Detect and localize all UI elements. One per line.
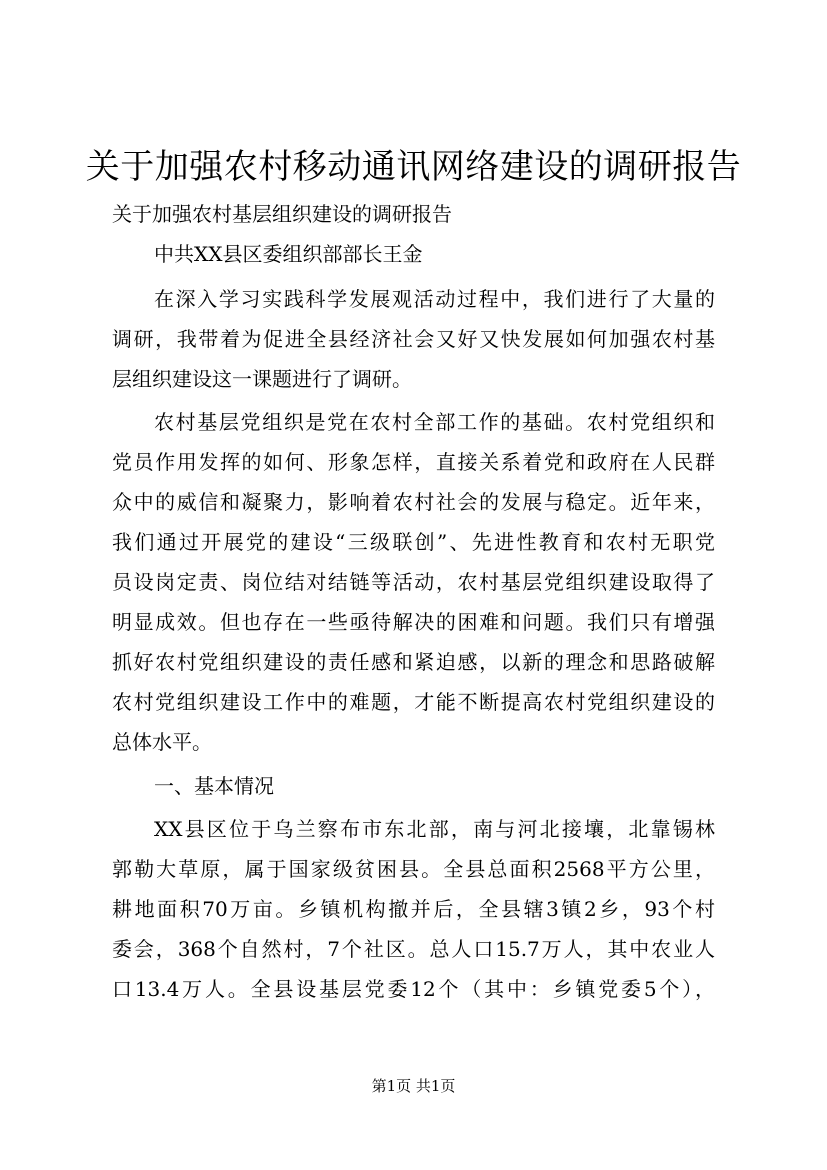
paragraph-line: 明显成效。但也存在一些亟待解决的困难和问题。我们只有增强	[112, 610, 715, 634]
paragraph-line: 农村基层党组织是党在农村全部工作的基础。农村党组织和	[154, 410, 715, 434]
paragraph-line: 员设岗定责、岗位结对结链等活动，农村基层党组织建设取得了	[112, 570, 715, 594]
paragraph-line: 耕地面积70万亩。乡镇机构撤并后，全县辖3镇2乡，93个村	[112, 897, 715, 921]
paragraph-line: 我们通过开展党的建设“三级联创”、先进性教育和农村无职党	[112, 530, 715, 554]
section-heading: 一、基本情况	[154, 774, 274, 798]
subtitle: 关于加强农村基层组织建设的调研报告	[112, 202, 452, 226]
page-footer: 第1页 共1页	[371, 1077, 456, 1095]
paragraph-line: 在深入学习实践科学发展观活动过程中，我们进行了大量的	[154, 287, 715, 311]
paragraph-line: 调研，我带着为促进全县经济社会又好又快发展如何加强农村基	[112, 327, 715, 351]
author-line: 中共XX县区委组织部部长王金	[154, 242, 423, 266]
paragraph-line: 众中的威信和凝聚力，影响着农村社会的发展与稳定。近年来，	[112, 490, 715, 514]
paragraph-line: 郭勒大草原，属于国家级贫困县。全县总面积2568平方公里，	[112, 857, 715, 881]
paragraph-line: 抓好农村党组织建设的责任感和紧迫感，以新的理念和思路破解	[112, 650, 715, 674]
paragraph-line: XX县区位于乌兰察布市东北部，南与河北接壤，北靠锡林	[154, 817, 715, 841]
paragraph-line: 委会，368个自然村，7个社区。总人口15.7万人，其中农业人	[112, 937, 715, 961]
document-title: 关于加强农村移动通讯网络建设的调研报告	[85, 147, 742, 187]
paragraph-line: 总体水平。	[112, 730, 212, 754]
paragraph-line: 农村党组织建设工作中的难题，才能不断提高农村党组织建设的	[112, 690, 715, 714]
paragraph-line: 党员作用发挥的如何、形象怎样，直接关系着党和政府在人民群	[112, 450, 715, 474]
paragraph-line: 层组织建设这一课题进行了调研。	[112, 367, 412, 391]
paragraph-line: 口13.4万人。全县设基层党委12个（其中：乡镇党委5个），	[112, 977, 715, 1001]
